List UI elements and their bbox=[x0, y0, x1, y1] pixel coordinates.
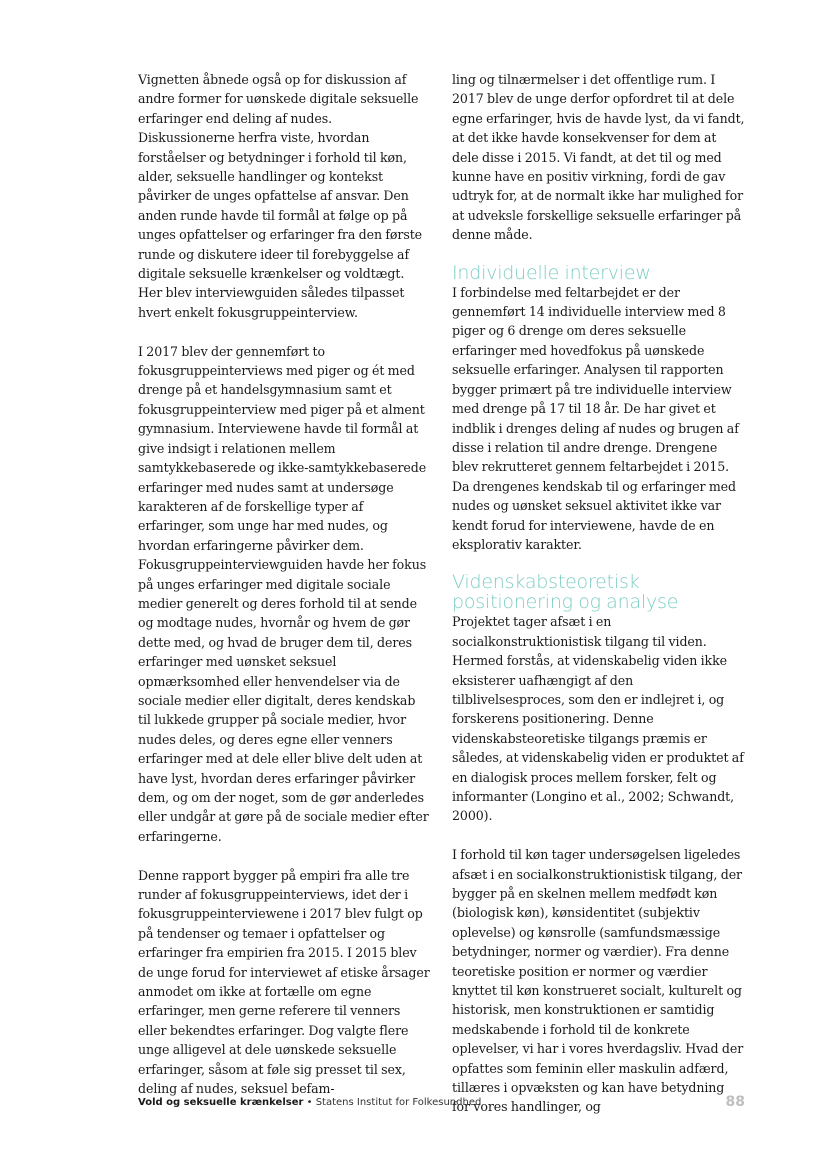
body-paragraph: Projektet tager afsæt i en socialkonstruktionistisk tilgang til viden. Hermed forstås, at videnskabelig viden ikke eksisterer uafhængigt af den tilblivelsesproces, som den er indlejret i, og forskerens positionering. Denne videnskabsteoretiske tilgangs præmis er således, at videnskabelig viden er produktet af en dialogisk proces mellem forsker, felt og informanter (Longino et al., 2002; Schwandt, 2000). bbox=[452, 614, 744, 824]
left-column bbox=[138, 70, 431, 1099]
section-gap bbox=[452, 554, 745, 572]
body-paragraph: Vignetten åbnede også op for diskussion af andre former for uønskede digitale seksuelle erfaringer end deling af nudes. Diskussionerne herfra viste, hvordan forståelser og betydninger i forhold til køn, alder, seksuelle handlinger og kontekst påvirker de unges opfattelse af ansvar. Den anden runde havde til formål at følge op på unges opfattelser og erfaringer fra den første runde og diskutere ideer til forebyggelse af digitale seksuelle krænkelser og voldtægt. Her blev interviewguiden således tilpasset hvert enkelt fokusgruppeinterview. bbox=[138, 72, 423, 320]
footer-report-title: Vold og seksuelle krænkelser bbox=[138, 1097, 304, 1108]
section-gap bbox=[452, 245, 745, 263]
body-paragraph: ling og tilnærmelser i det offentlige rum. I 2017 blev de unge derfor opfordret til at dele egne erfaringer, hvis de havde lyst, da vi fandt, at det ikke havde konsekvenser for dem at dele disse i 2015. Vi fandt, at det til og med kunne have en positiv virkning, fordi de gav udtryk for, at de normalt ikke har mulighed for at udveksle forskellige seksuelle erfaringer på denne måde. bbox=[452, 72, 745, 243]
footer-text bbox=[138, 1097, 481, 1108]
footer-institution: Statens Institut for Folkesundhed bbox=[315, 1097, 482, 1108]
body-paragraph: I forbindelse med feltarbejdet er der gennemført 14 individuelle interview med 8 piger og 6 drenge om deres seksuelle erfaringer med hovedfokus på uønskede seksuelle erfaringer. Analysen til rapporten bygger primært på tre individuelle interview med drenge på 17 til 18 år. De har givet et indblik i drenges deling af nudes og brugen af disse i relation til andre drenge. Drengene blev rekrutteret gennem feltarbejdet i 2015. Da drengenes kendskab til og erfaringer med nudes og uønsket seksuel aktivitet ikke var kendt forud for interviewene, havde de en eksplorativ karakter. bbox=[452, 284, 739, 552]
body-paragraph: Denne rapport bygger på empiri fra alle tre runder af fokusgruppeinterviews, idet der i fokusgruppeinterviewene i 2017 blev fulgt op på tendenser og temaer i opfattelser og erfaringer fra empirien fra 2015. I 2015 blev de unge forud for interviewet af etiske årsager anmodet om ikke at fortælle om egne erfaringer, men gerne referere til venners eller bekendtes erfaringer. Dog valgte flere unge alligevel at dele uønskede seksuelle erfaringer, såsom at føle sig presset til sex, deling af nudes, seksuel befam- bbox=[138, 867, 430, 1097]
body-paragraph: I forhold til køn tager undersøgelsen ligeledes afsæt i en socialkonstruktionistisk tilgang, der bygger på en skelnen mellem medfødt køn (biologisk køn), kønsidentitet (subjektiv oplevelse) og kønsrolle (samfundsmæssige betydninger, normer og værdier). Fra denne teoretiske position er normer og værdier knyttet til køn konstrueret socialt, kulturelt og historisk, men konstruktionen er samtidig medskabende i forhold til de konkrete oplevelser, vi har i vores hverdagsliv. Hvad der opfattes som feminin eller maskulin adfærd, tillæres i opvæksten og kan have betydning for vores handlinger, og bbox=[452, 847, 744, 1115]
body-paragraph: I 2017 blev der gennemført to fokusgruppeinterviews med piger og ét med drenge på et handelsgymnasium samt et fokusgruppeinterview med piger på et alment gymnasium. Interviewene havde til formål at give indsigt i relationen mellem samtykkebaserede og ikke-samtykkebaserede erfaringer med nudes samt at undersøge karakteren af de forskellige typer af erfaringer, som unge har med nudes, og hvordan erfaringerne påvirker dem. Fokusgruppeinterviewguiden havde her fokus på unges erfaringer med digitale sociale medier generelt og deres forhold til at sende og modtage nudes, hvornår og hvem de gør dette med, og hvad de bruger dem til, deres erfaringer med uønsket seksuel opmærksomhed eller henvendelser via de sociale medier eller digitalt, deres kendskab til lukkede grupper på sociale medier, hvor nudes deles, og deres egne eller venners erfaringer med at dele eller blive delt uden at have lyst, hvordan deres erfaringer påvirker dem, og om der noget, som de gør anderledes eller undgår at gøre på de sociale medier efter erfaringerne. bbox=[138, 343, 429, 844]
right-column bbox=[452, 70, 745, 1117]
page-number: 88 bbox=[725, 1094, 745, 1110]
section-heading-scientific-positioning: Videnskabsteoretisk positionering og analyse bbox=[452, 571, 679, 614]
footer-separator: • bbox=[303, 1097, 316, 1108]
section-heading-individual-interviews: Individuelle interview bbox=[452, 261, 651, 284]
